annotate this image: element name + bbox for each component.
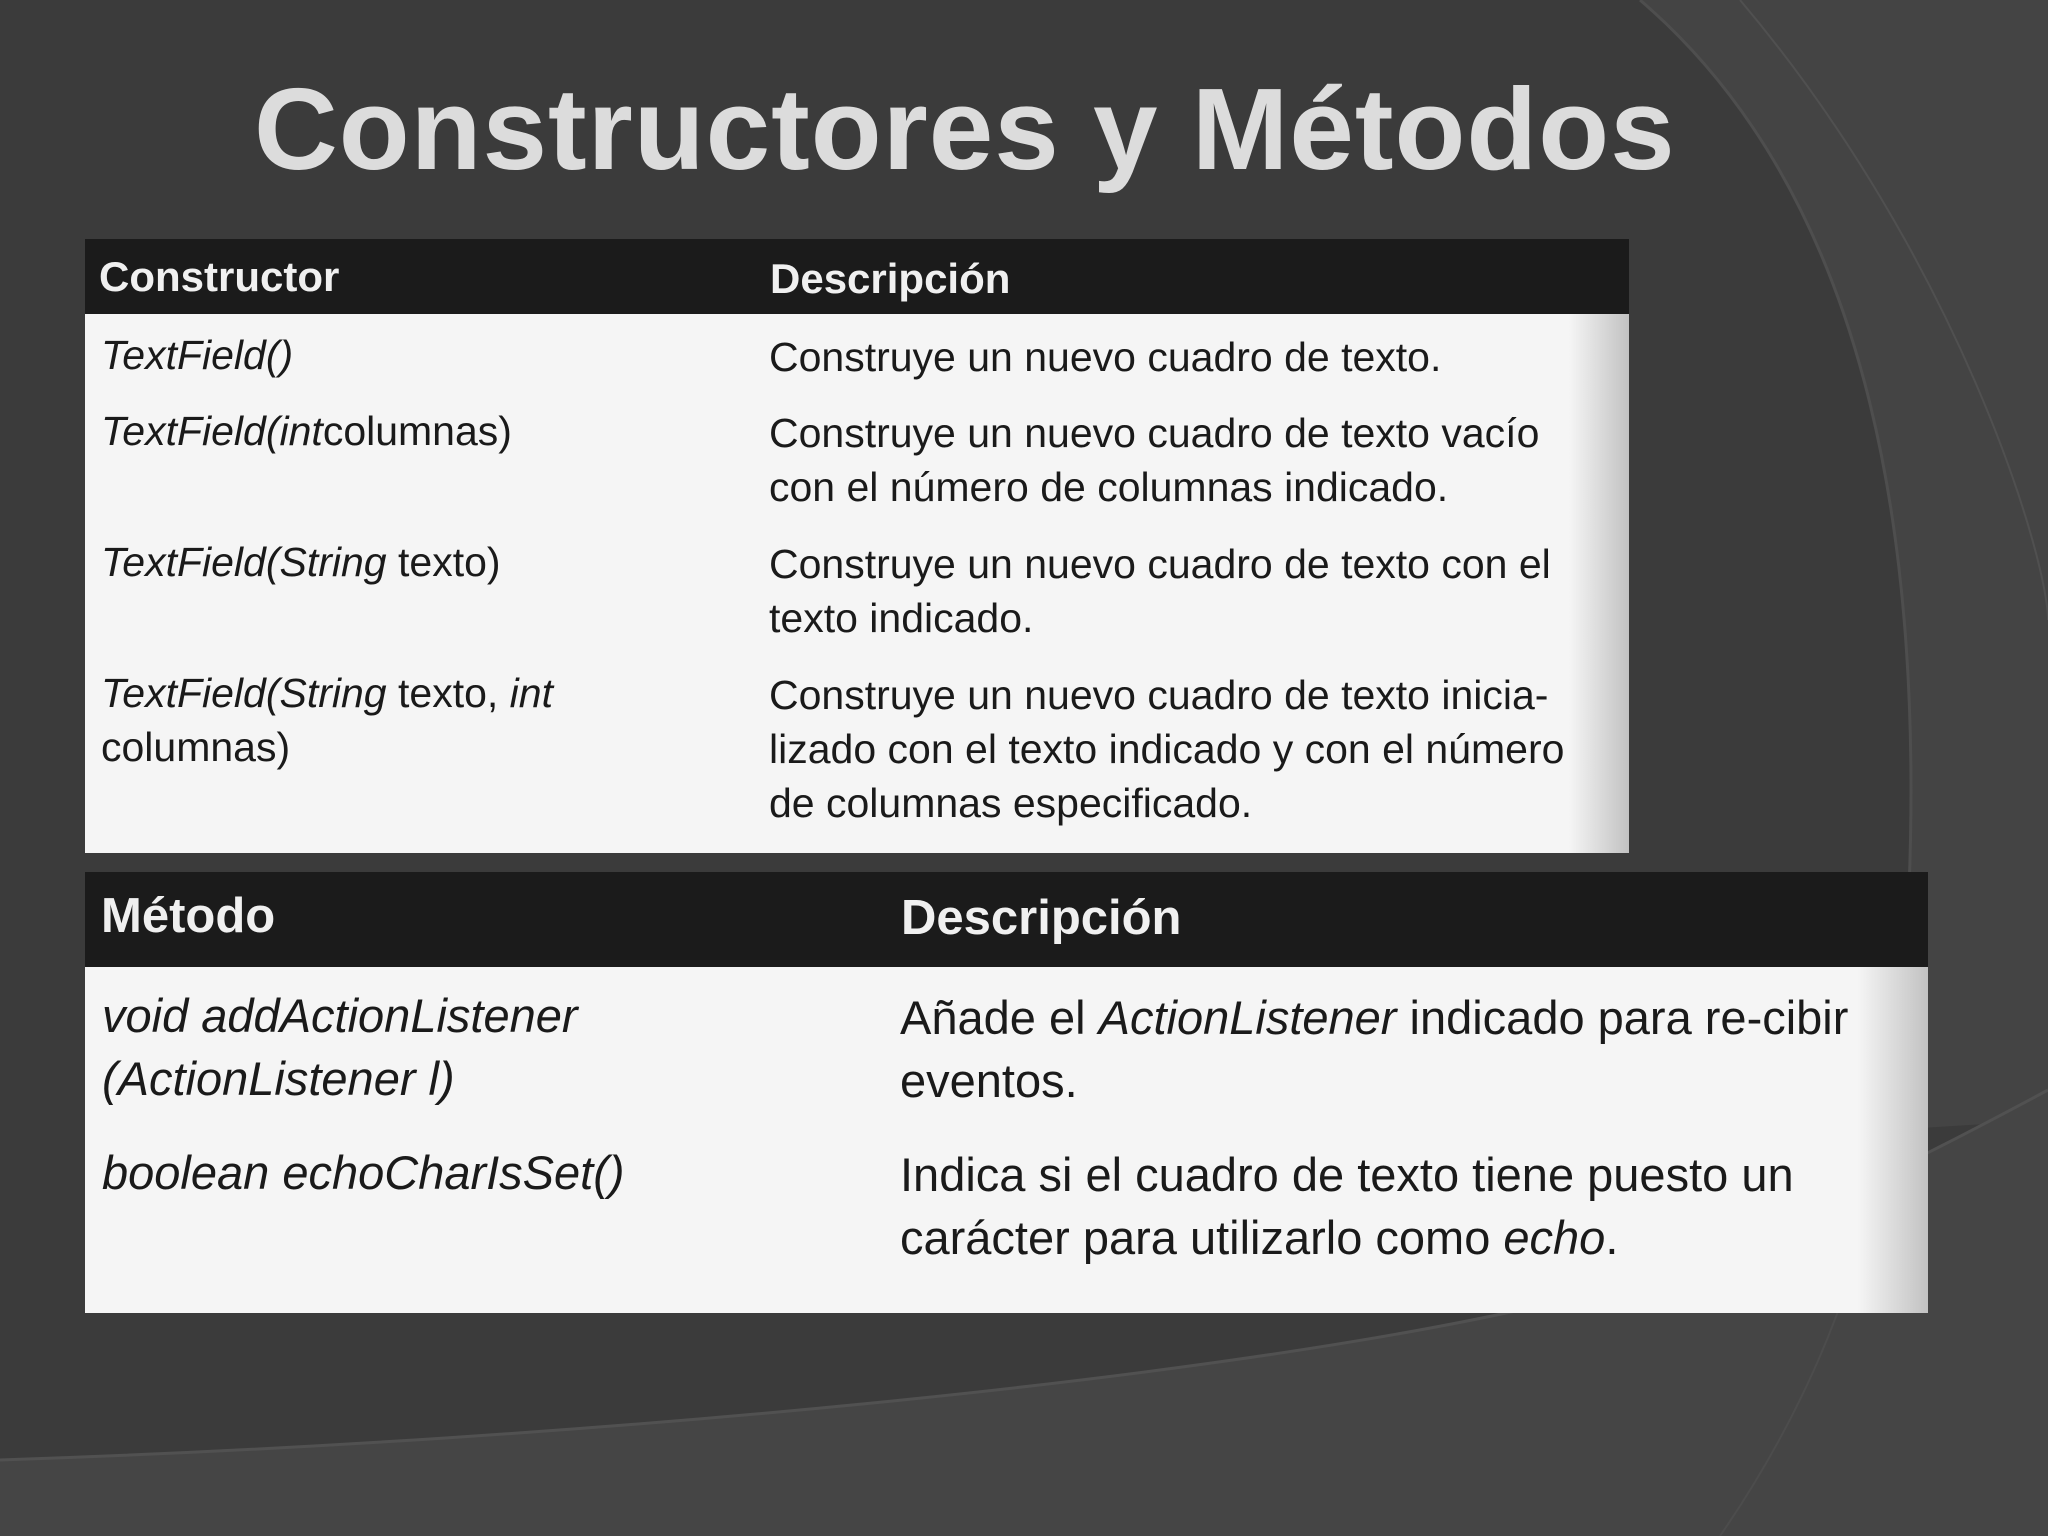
desc-line: lizado con el texto indicado y con el número xyxy=(769,726,1565,773)
constructor-signature xyxy=(101,328,731,382)
desc-line: Construye un nuevo cuadro de texto con el xyxy=(769,541,1551,587)
desc-line: Construye un nuevo cuadro de texto. xyxy=(769,334,1442,380)
methods-table xyxy=(85,872,1928,1313)
constructor-description xyxy=(769,406,1619,514)
slide-title: Constructores y Métodos xyxy=(254,64,1676,194)
desc-line: texto indicado. xyxy=(769,595,1034,642)
sig-part: int xyxy=(279,408,323,454)
desc-line: de columnas especificado. xyxy=(769,780,1253,827)
sig-part: columnas) xyxy=(322,408,512,454)
sig-part: texto) xyxy=(386,539,501,585)
method-description xyxy=(900,1144,1920,1269)
desc-line: con el número de columnas indicado. xyxy=(769,464,1449,511)
constructor-signature xyxy=(101,404,731,458)
constructor-description xyxy=(769,668,1619,830)
desc-part: Indica si el cuadro de texto tiene puesto un carácter para utilizarlo como xyxy=(900,1148,1794,1264)
methods-table-header xyxy=(85,872,1928,967)
desc-part: Añade el xyxy=(900,991,1099,1044)
sig-part: TextField(String xyxy=(101,539,387,585)
sig-part: TextField(String xyxy=(101,670,387,716)
constructors-table-body xyxy=(85,314,1629,853)
sig-part: int xyxy=(509,670,553,716)
constructor-description xyxy=(769,330,1619,384)
header-description: Descripción xyxy=(770,255,1011,302)
constructor-signature xyxy=(101,535,731,589)
method-signature: void addActionListener (ActionListener l) xyxy=(102,989,578,1105)
sig-part: TextField( xyxy=(101,408,280,454)
desc-line: Construye un nuevo cuadro de texto inicia- xyxy=(769,672,1549,718)
constructor-signature xyxy=(101,666,731,774)
sig-part: columnas) xyxy=(101,724,291,771)
sig-part: texto, xyxy=(386,670,510,716)
method-signature: boolean echoCharIsSet() xyxy=(102,1146,625,1199)
constructors-table-header xyxy=(85,239,1629,314)
desc-line: Construye un nuevo cuadro de texto vacío xyxy=(769,410,1540,456)
constructors-table xyxy=(85,239,1629,853)
desc-part: . xyxy=(1605,1210,1619,1264)
methods-table-body xyxy=(85,967,1928,1313)
method-description xyxy=(900,987,1920,1112)
desc-part: echo xyxy=(1503,1210,1606,1264)
sig-part: TextField() xyxy=(101,332,294,378)
constructor-description xyxy=(769,537,1619,645)
desc-part: ActionListener xyxy=(1098,991,1397,1044)
desc-part: indicado para re-cibir eventos. xyxy=(900,991,1849,1107)
header-description: Descripción xyxy=(901,891,1182,945)
header-method: Método xyxy=(101,889,276,943)
header-constructor: Constructor xyxy=(99,253,340,300)
